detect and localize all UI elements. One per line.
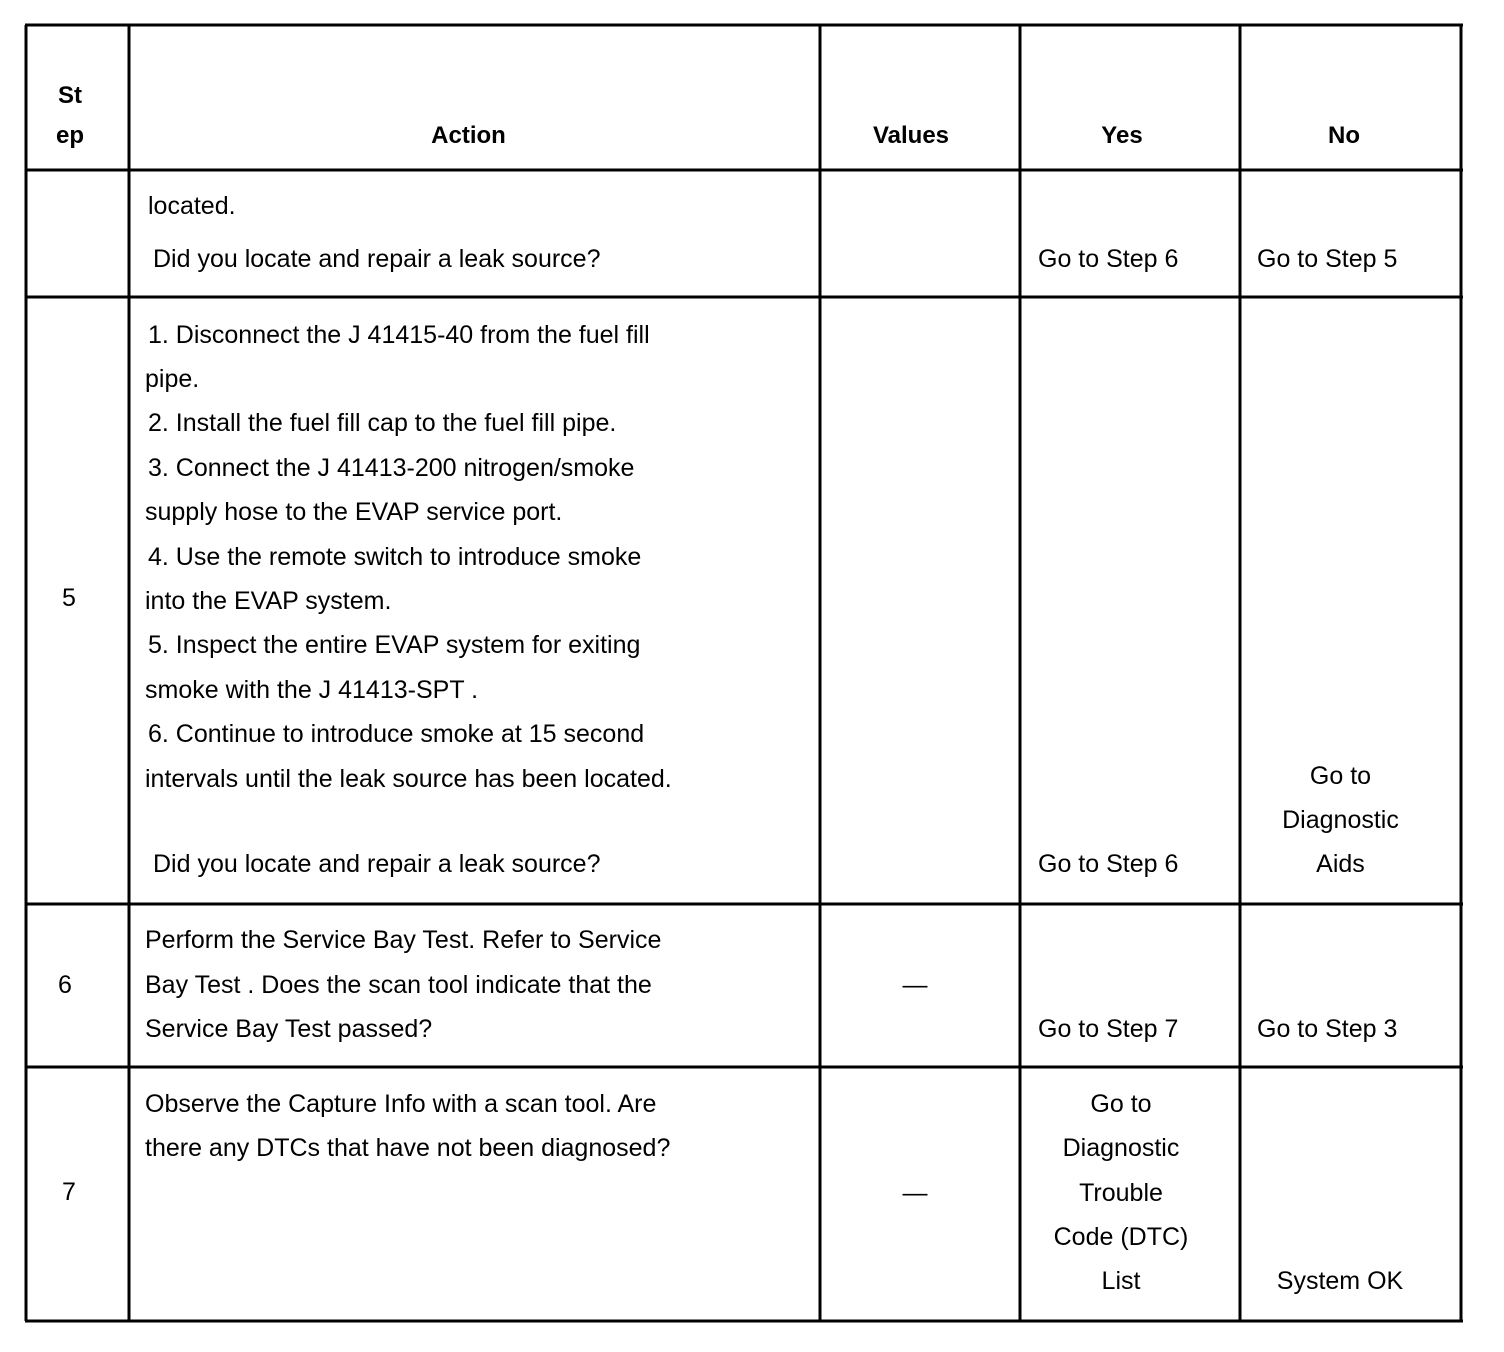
row1-yes: Go to Step 6 xyxy=(1038,245,1179,273)
row2-action-line: into the EVAP system. xyxy=(145,587,392,615)
row4-values: — xyxy=(902,1179,928,1207)
row2-step-number: 5 xyxy=(62,584,76,612)
row4-step-number: 7 xyxy=(62,1178,76,1206)
row1-no: Go to Step 5 xyxy=(1257,245,1398,273)
header-step-line2: ep xyxy=(55,122,84,149)
row2-no-line: Diagnostic xyxy=(1282,806,1399,834)
header-no: No xyxy=(1328,122,1360,149)
row4-action-line: Observe the Capture Info with a scan tool. Are xyxy=(145,1090,657,1118)
row4-yes-line: Trouble xyxy=(1079,1179,1163,1207)
row4-yes-line: Diagnostic xyxy=(1062,1134,1180,1162)
row4-yes-line: Code (DTC) xyxy=(1053,1223,1189,1251)
row2-action-line: 6. Continue to introduce smoke at 15 second xyxy=(148,720,645,748)
row2-action-line: pipe. xyxy=(145,365,200,393)
row2-action-line: 3. Connect the J 41413-200 nitrogen/smoke xyxy=(148,454,635,482)
row3-action-line: Bay Test . Does the scan tool indicate that the xyxy=(145,971,652,999)
row4-yes-line: Go to xyxy=(1090,1090,1152,1118)
row2-action-line: 1. Disconnect the J 41415-40 from the fuel fill xyxy=(148,321,650,349)
header-action: Action xyxy=(431,122,506,149)
row1-action-line: located. xyxy=(148,192,236,220)
row2-no-line: Aids xyxy=(1316,850,1365,878)
row4-yes-line: List xyxy=(1101,1267,1141,1295)
header-step-line1: St xyxy=(58,82,82,109)
row2-action-line: supply hose to the EVAP service port. xyxy=(145,498,563,526)
row3-action-line: Service Bay Test passed? xyxy=(145,1015,433,1043)
row2-action-line: intervals until the leak source has been located. xyxy=(145,765,672,793)
row2-no-line: Go to xyxy=(1309,762,1372,790)
row3-values: — xyxy=(902,971,928,999)
header-yes: Yes xyxy=(1101,122,1143,149)
row2-action-line: 4. Use the remote switch to introduce smoke xyxy=(148,543,642,571)
row4-no: System OK xyxy=(1276,1267,1404,1295)
row2-action-line: 2. Install the fuel fill cap to the fuel fill pipe. xyxy=(148,409,617,437)
row4-action-line: there any DTCs that have not been diagnosed? xyxy=(145,1134,671,1162)
row3-action-line: Perform the Service Bay Test. Refer to Service xyxy=(145,926,662,954)
header-values: Values xyxy=(872,122,950,149)
row3-step-number: 6 xyxy=(58,971,72,999)
row1-question: Did you locate and repair a leak source? xyxy=(153,245,601,273)
row2-yes: Go to Step 6 xyxy=(1038,850,1179,878)
row2-question: Did you locate and repair a leak source? xyxy=(153,850,601,878)
row3-yes: Go to Step 7 xyxy=(1038,1015,1179,1043)
row2-action-line: smoke with the J 41413-SPT . xyxy=(145,676,479,704)
row2-action-line: 5. Inspect the entire EVAP system for exiting xyxy=(148,631,641,659)
row3-no: Go to Step 3 xyxy=(1257,1015,1398,1043)
header-step xyxy=(40,76,100,156)
